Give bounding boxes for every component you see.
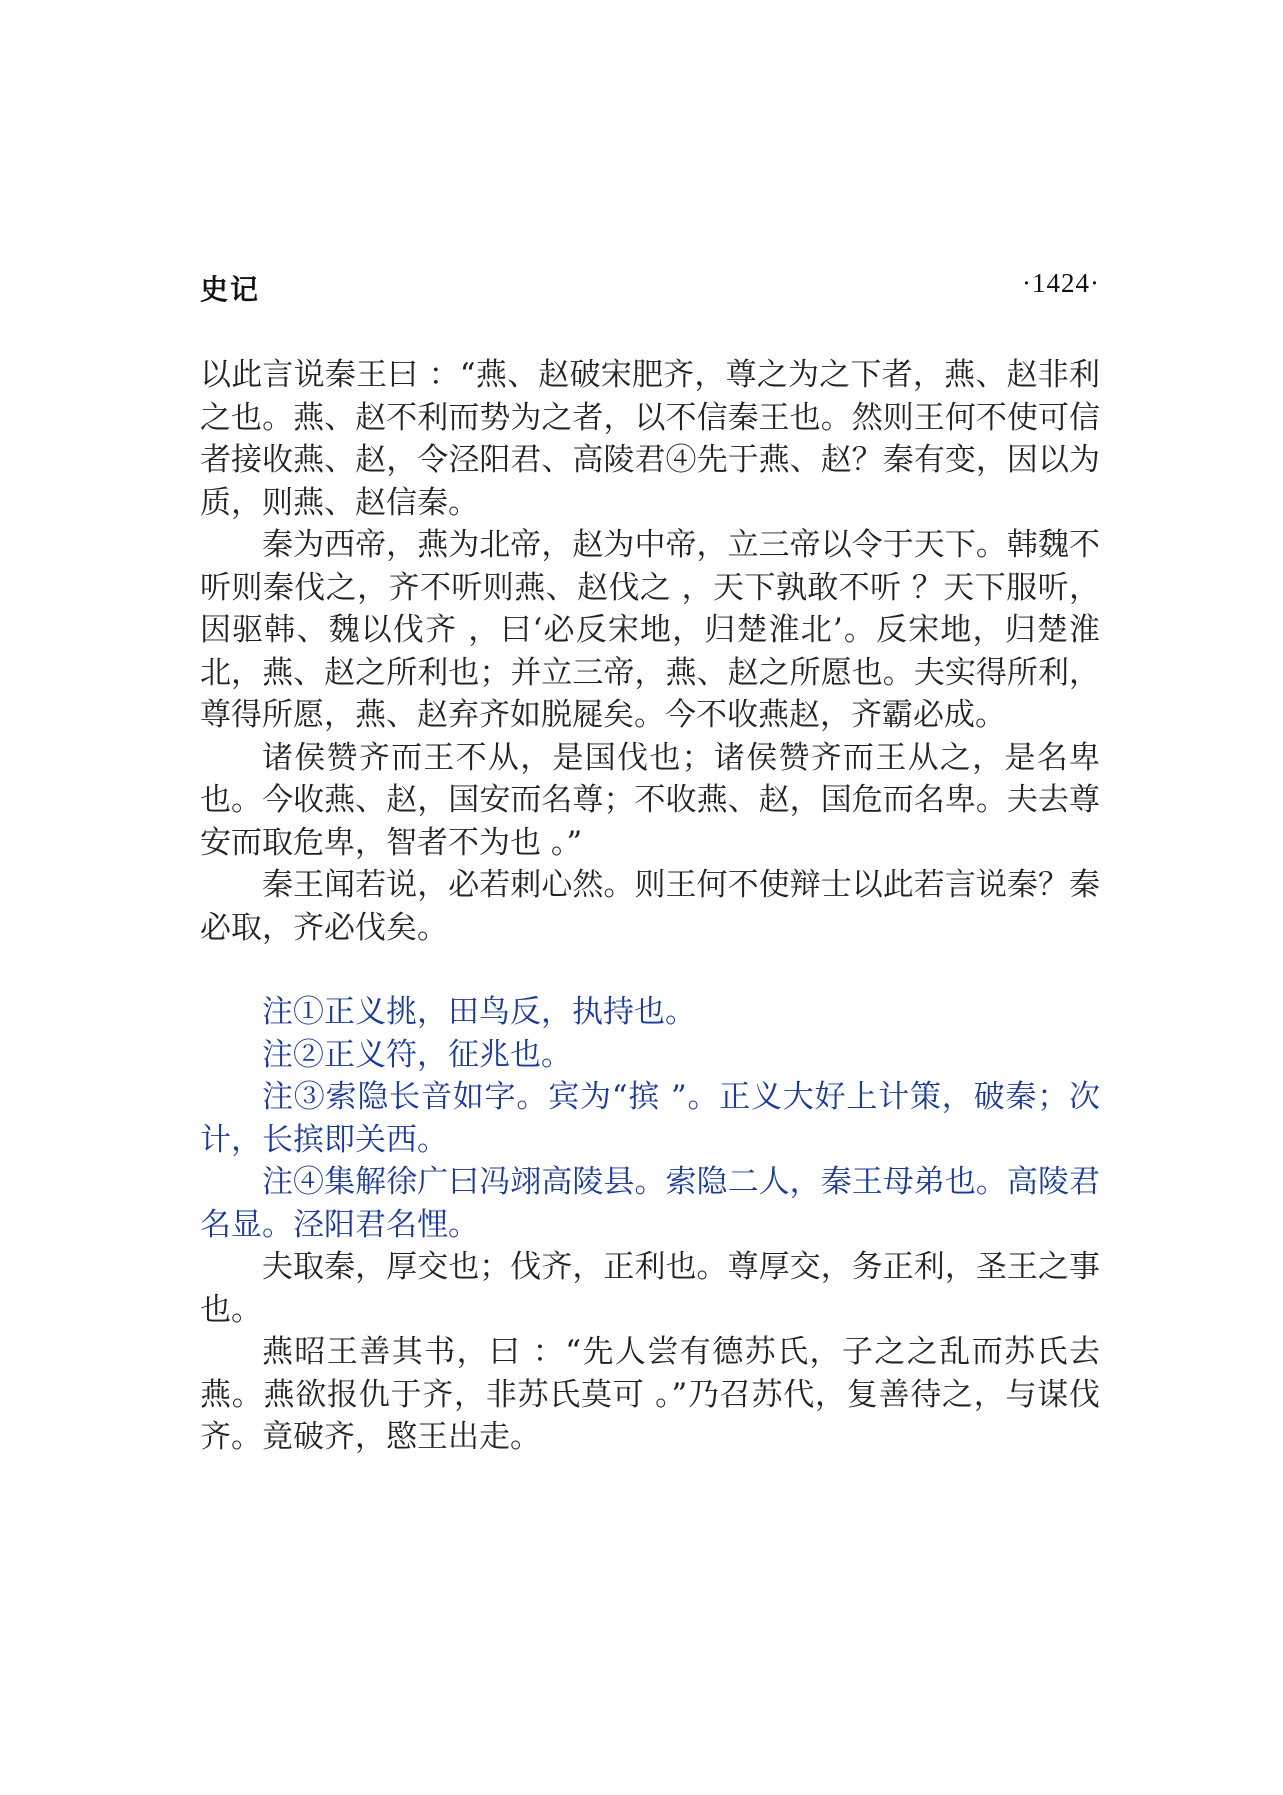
footnote: 注③索隐长音如字。宾为“摈 ”。正义大好上计策，破秦；次计，长摈即关西。 <box>200 1079 1100 1158</box>
paragraph: 秦为西帝，燕为北帝，赵为中帝，立三帝以令于天下。韩魏不听则秦伐之，齐不听则燕、赵伐之 ，天下孰敢不听 ？天下服听，因驱韩、魏以伐齐 ，曰‘必反宋地，归楚淮北’。反宋地，归楚淮北，燕、赵之所利也；并立三帝，燕、赵之所愿也。夫实得所利，尊得所愿，燕、赵弃齐如脱屣矣。今不收燕赵，齐霸必成。 <box>200 527 1100 733</box>
paragraph: 燕昭王善其书，曰 ：“先人尝有德苏氏，子之之乱而苏氏去燕。燕欲报仇于齐，非苏氏莫可 。”乃召苏代，复善待之，与谋伐齐。竟破齐，愍王出走。 <box>200 1334 1100 1455</box>
section-gap <box>200 949 1100 991</box>
paragraph: 秦王闻若说，必若刺心然。则王何不使辩士以此若言说秦？秦必取，齐必伐矣。 <box>200 867 1100 946</box>
body-text <box>200 354 1100 1459</box>
paragraph: 夫取秦，厚交也；伐齐，正利也。尊厚交，务正利，圣王之事也。 <box>200 1249 1100 1328</box>
paragraph: 以此言说秦王曰 ：“燕、赵破宋肥齐，尊之为之下者，燕、赵非利之也。燕、赵不利而势为之者，以不信秦王也。然则王何不使可信者接收燕、赵，令泾阳君、高陵君④先于燕、赵？秦有变，因以为质，则燕、赵信秦。 <box>200 357 1100 521</box>
running-head <box>200 268 1100 308</box>
footnote: 注④集解徐广曰冯翊高陵县。索隐二人，秦王母弟也。高陵君名显。泾阳君名悝。 <box>200 1164 1100 1243</box>
footnote: 注①正义挑，田鸟反，执持也。 <box>262 994 696 1030</box>
paragraph: 诸侯赞齐而王不从，是国伐也；诸侯赞齐而王从之，是名卑也。今收燕、赵，国安而名尊；不收燕、赵，国危而名卑。夫去尊安而取危卑，智者不为也 。” <box>200 739 1100 861</box>
book-title: 史记 <box>200 273 261 306</box>
page-number: ·1424· <box>1022 268 1100 298</box>
footnote: 注②正义符，征兆也。 <box>262 1036 572 1073</box>
